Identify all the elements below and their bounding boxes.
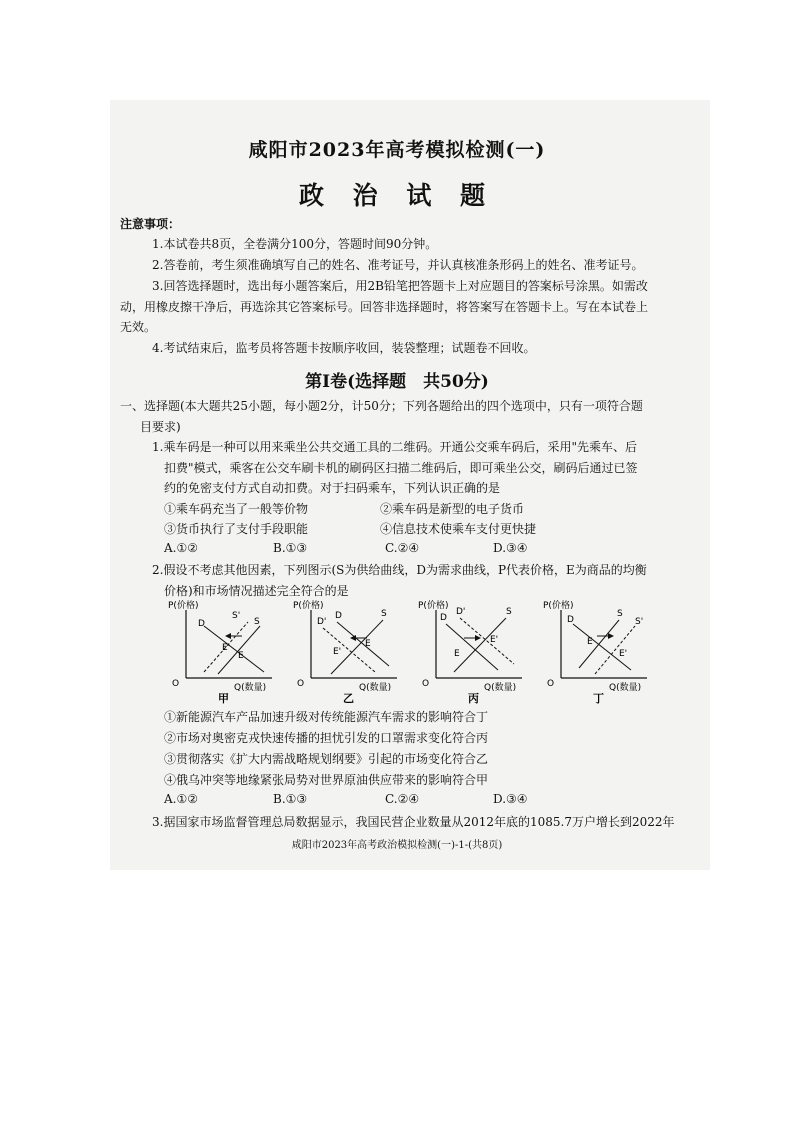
question-2-stem: 2.假设不考虑其他因素，下列图示(S为供给曲线，D为需求曲线，P代表价格，E为商品的均衡价格)和市场情况描述完全符合的是: [152, 563, 647, 598]
graph-jia-origin: O: [172, 679, 180, 689]
graph-bing-label-e-prime: E': [490, 635, 499, 645]
question-1-stem: 1.乘车码是一种可以用来乘坐公共交通工具的二维码。开通公交乘车码后，采用"先乘车、后扣费"模式，乘客在公交车刷卡机的刷码区扫描二维码后，即可乘坐公交，刷码后通过已签约的免密支付方式自动扣费。对于扫码乘车，下列认识正确的是: [152, 440, 638, 495]
graph-ding-label-s: S: [617, 609, 623, 619]
subject-title: 政 治 试 题: [298, 181, 496, 210]
graph-bing-label-e: E: [454, 649, 460, 659]
q2-statement-4: ④俄乌冲突等地缘紧张局势对世界原油供应带来的影响符合甲: [164, 773, 489, 787]
q1-option-d: D.③④: [493, 541, 528, 555]
graph-yi-name: 乙: [343, 692, 354, 704]
notice-item-2: 2.答卷前，考生须准确填写自己的姓名、准考证号，并认真核准条形码上的姓名、准考证号。: [152, 258, 644, 272]
graph-yi-origin: O: [297, 679, 305, 689]
graph-bing-label-d: D: [440, 613, 447, 623]
graph-jia-label-s: S: [254, 617, 260, 627]
notice-item-4: 4.考试结束后，监考员将答题卡按顺序收回，装袋整理；试题卷不回收。: [152, 341, 536, 355]
graph-bing-x-label: Q(数量): [484, 683, 517, 693]
q1-statement-4: ④信息技术使乘车支付更快捷: [380, 522, 537, 536]
graph-jia-label-e-prime: E': [222, 643, 231, 653]
graph-ding-supply: [579, 620, 619, 668]
graph-yi-label-e: E: [365, 639, 371, 649]
graph-yi-demand-shifted: [323, 628, 375, 672]
graph-bing-name: 丙: [468, 692, 479, 704]
notice-label: 注意事项：: [120, 217, 181, 231]
q1-option-c: C.②④: [385, 541, 420, 555]
graph-ding-origin: O: [547, 679, 555, 689]
question-3-stem: 3.据国家市场监督管理总局数据显示，我国民营企业数量从2012年底的1085.7万户增长到2022年: [152, 815, 675, 829]
q2-statement-1: ①新能源汽车产品加速升级对传统能源汽车需求的影响符合丁: [164, 710, 489, 724]
graph-ding-label-e: E: [587, 637, 593, 647]
section-instruction: 一、选择题(本大题共25小题，每小题2分，计50分；下列各题给出的四个选项中，只有一项符合题目要求): [120, 399, 643, 434]
q2-option-c: C.②④: [385, 792, 420, 806]
supply-demand-graphs: [160, 598, 660, 704]
q2-option-b: B.①③: [273, 792, 308, 806]
q1-statement-1: ①乘车码充当了一般等价物: [164, 502, 309, 516]
graph-jia: [168, 599, 272, 704]
notice-item-1: 1.本试卷共8页，全卷满分100分，答题时间90分钟。: [152, 237, 438, 251]
graph-yi-label-d: D: [335, 611, 342, 621]
graph-bing-demand: [446, 624, 498, 670]
notice-item-3: 3.回答选择题时，选出每小题答案后，用2B铅笔把答题卡上对应题目的答案标号涂黑。如需改动，用橡皮擦干净后，再选涂其它答案标号。回答非选择题时，将答案写在答题卡上。写在本试卷上无效。: [120, 279, 649, 334]
q2-option-a: A.①②: [164, 792, 198, 806]
graph-ding-label-s-prime: S': [635, 617, 644, 627]
graph-jia-label-s-prime: S': [232, 611, 241, 621]
graph-bing-label-d-prime: D': [456, 607, 466, 617]
q1-statement-3: ③货币执行了支付手段职能: [164, 522, 309, 536]
q2-option-d: D.③④: [493, 792, 528, 806]
q1-option-b: B.①③: [273, 541, 308, 555]
graph-jia-demand: [204, 626, 264, 672]
q2-statement-3: ③贯彻落实《扩大内需战略规划纲要》引起的市场变化符合乙: [164, 752, 489, 766]
graph-ding-y-label: P(价格): [543, 601, 574, 611]
graph-jia-y-label: P(价格): [168, 601, 199, 611]
graph-yi-label-e-prime: E': [333, 647, 342, 657]
graph-ding: [543, 599, 647, 704]
graph-bing: [418, 599, 522, 704]
graph-ding-label-d: D: [567, 615, 574, 625]
graph-yi-y-label: P(价格): [293, 601, 324, 611]
graph-bing-label-s: S: [506, 607, 512, 617]
q1-option-a: A.①②: [164, 541, 198, 555]
section-title: 第Ⅰ卷(选择题 共50分): [305, 372, 489, 392]
q2-statement-2: ②市场对奥密克戎快速传播的担忧引发的口罩需求变化符合丙: [164, 731, 489, 745]
graph-ding-demand: [573, 624, 631, 670]
graph-bing-origin: O: [422, 679, 430, 689]
graph-jia-label-d: D: [198, 619, 205, 629]
page-footer: 咸阳市2023年高考政治模拟检测(一)-1-(共8页): [291, 840, 503, 851]
graph-ding-supply-shifted: [595, 626, 635, 674]
graph-yi-x-label: Q(数量): [359, 683, 392, 693]
graph-yi-label-s: S: [381, 609, 387, 619]
graph-ding-x-label: Q(数量): [609, 683, 642, 693]
graph-jia-label-e: E: [238, 651, 244, 661]
q1-statement-2: ②乘车码是新型的电子货币: [380, 502, 525, 516]
graph-ding-label-e-prime: E': [619, 649, 628, 659]
graph-yi-label-d-prime: D': [317, 617, 327, 627]
exam-title: 咸阳市2023年高考模拟检测(一): [248, 139, 546, 161]
graph-ding-name: 丁: [593, 692, 604, 704]
graph-bing-supply: [454, 618, 506, 672]
graph-yi: [293, 599, 397, 704]
graph-jia-name: 甲: [218, 692, 229, 704]
graph-jia-x-label: Q(数量): [234, 683, 267, 693]
graph-bing-y-label: P(价格): [418, 601, 449, 611]
